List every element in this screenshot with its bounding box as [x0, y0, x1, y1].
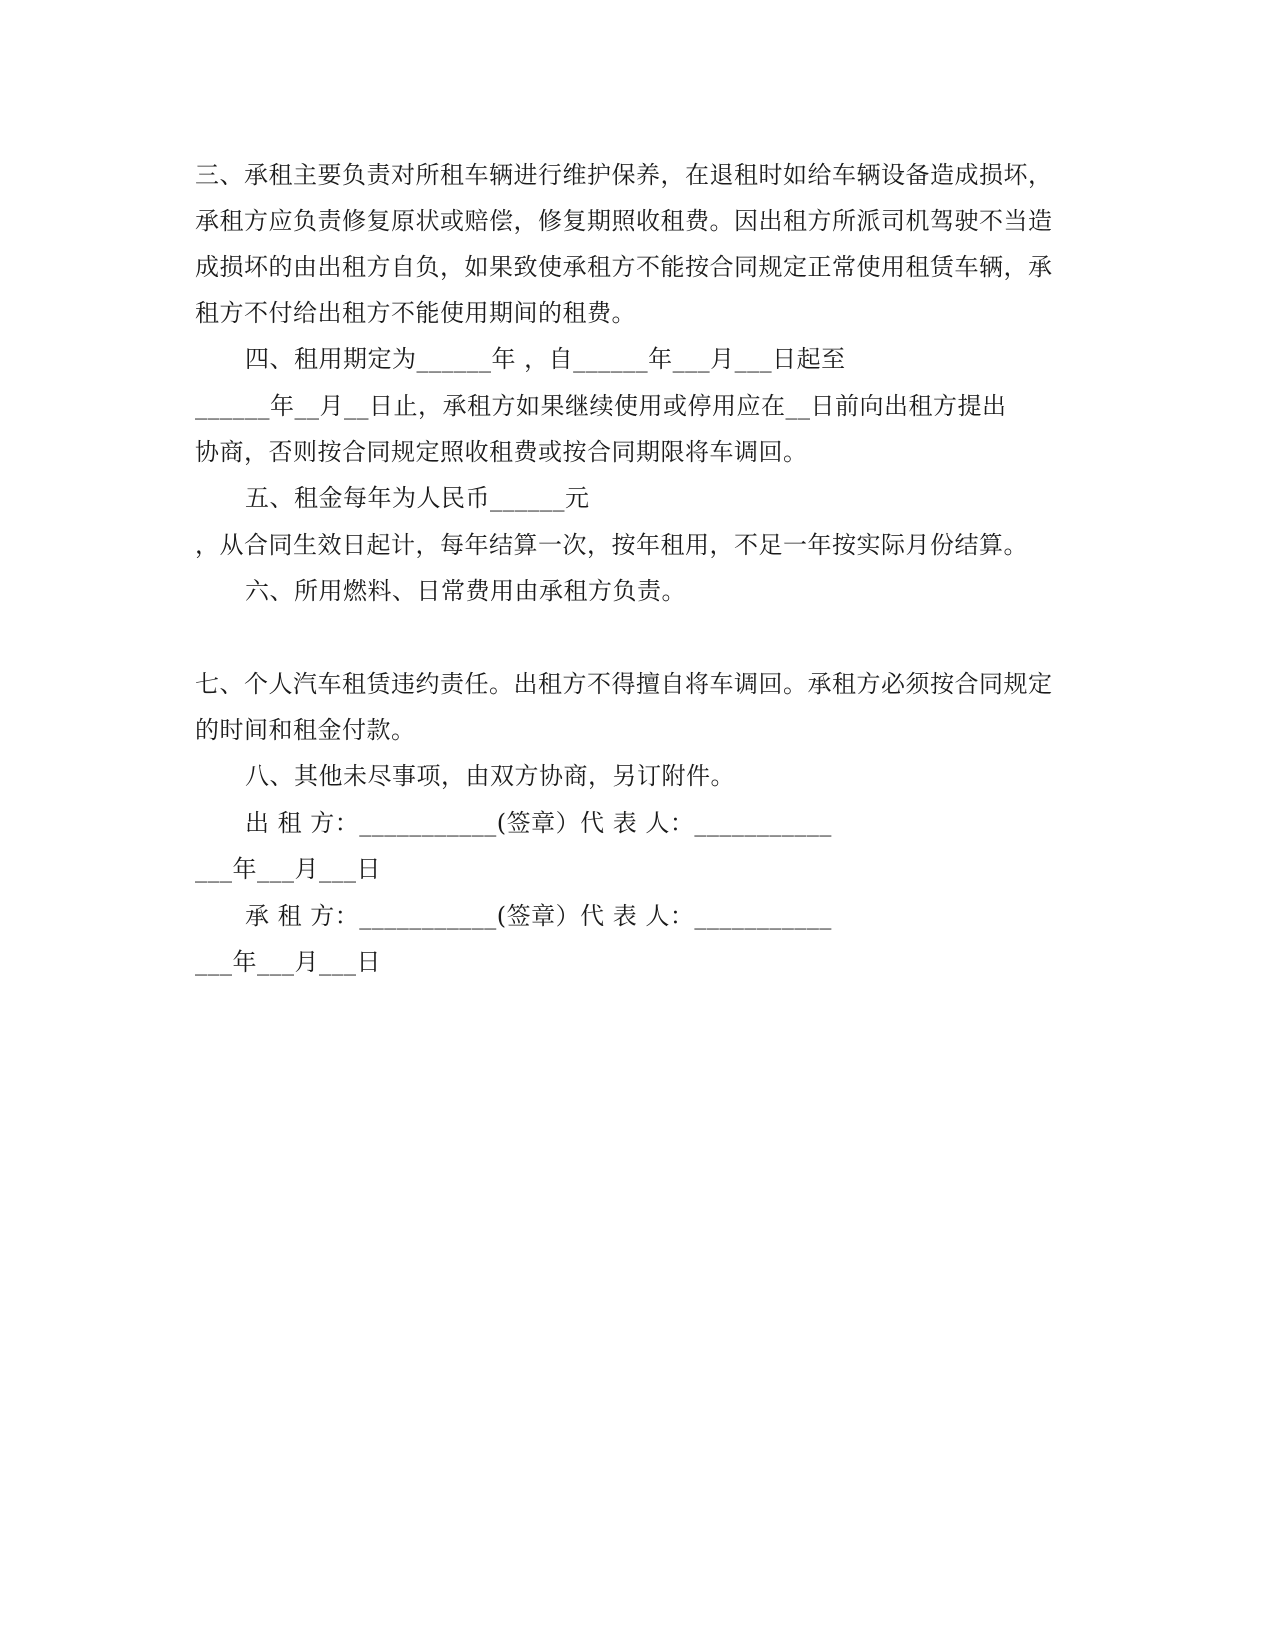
clause-7-line-2: 的时间和租金付款。 — [195, 716, 416, 744]
lessee-signature-line: 承 租 方：___________(签章）代 表 人：___________ — [245, 902, 832, 930]
clause-4-line-1: 四、租用期定为______年 ，自______年___月___日起至 — [245, 345, 846, 373]
clause-4-line-3: 协商，否则按合同规定照收租费或按合同期限将车调回。 — [195, 438, 808, 466]
clause-3-line-3: 成损坏的由出租方自负，如果致使承租方不能按合同规定正常使用租赁车辆，承 — [195, 253, 1053, 281]
clause-3-line-4: 租方不付给出租方不能使用期间的租费。 — [195, 299, 636, 327]
clause-7-line-1: 七、个人汽车租赁违约责任。出租方不得擅自将车调回。承租方必须按合同规定 — [195, 670, 1053, 698]
clause-8: 八、其他未尽事项，由双方协商，另订附件。 — [245, 762, 735, 790]
clause-3-line-2: 承租方应负责修复原状或赔偿，修复期照收租费。因出租方所派司机驾驶不当造 — [195, 207, 1053, 235]
clause-4-line-2: ______年__月__日止，承租方如果继续使用或停用应在__日前向出租方提出 — [195, 392, 1007, 420]
clause-6: 六、所用燃料、日常费用由承租方负责。 — [245, 577, 686, 605]
clause-5-line-1: 五、租金每年为人民币______元 — [245, 484, 590, 512]
lessor-date-line: ___年___月___日 — [195, 855, 381, 883]
lessee-date-line: ___年___月___日 — [195, 948, 381, 976]
clause-5-line-2: ，从合同生效日起计，每年结算一次，按年租用，不足一年按实际月份结算。 — [195, 531, 1028, 559]
clause-3-line-1: 三、承租主要负责对所租车辆进行维护保养，在退租时如给车辆设备造成损坏， — [195, 161, 1053, 189]
lessor-signature-line: 出 租 方：___________(签章）代 表 人：___________ — [245, 809, 832, 837]
